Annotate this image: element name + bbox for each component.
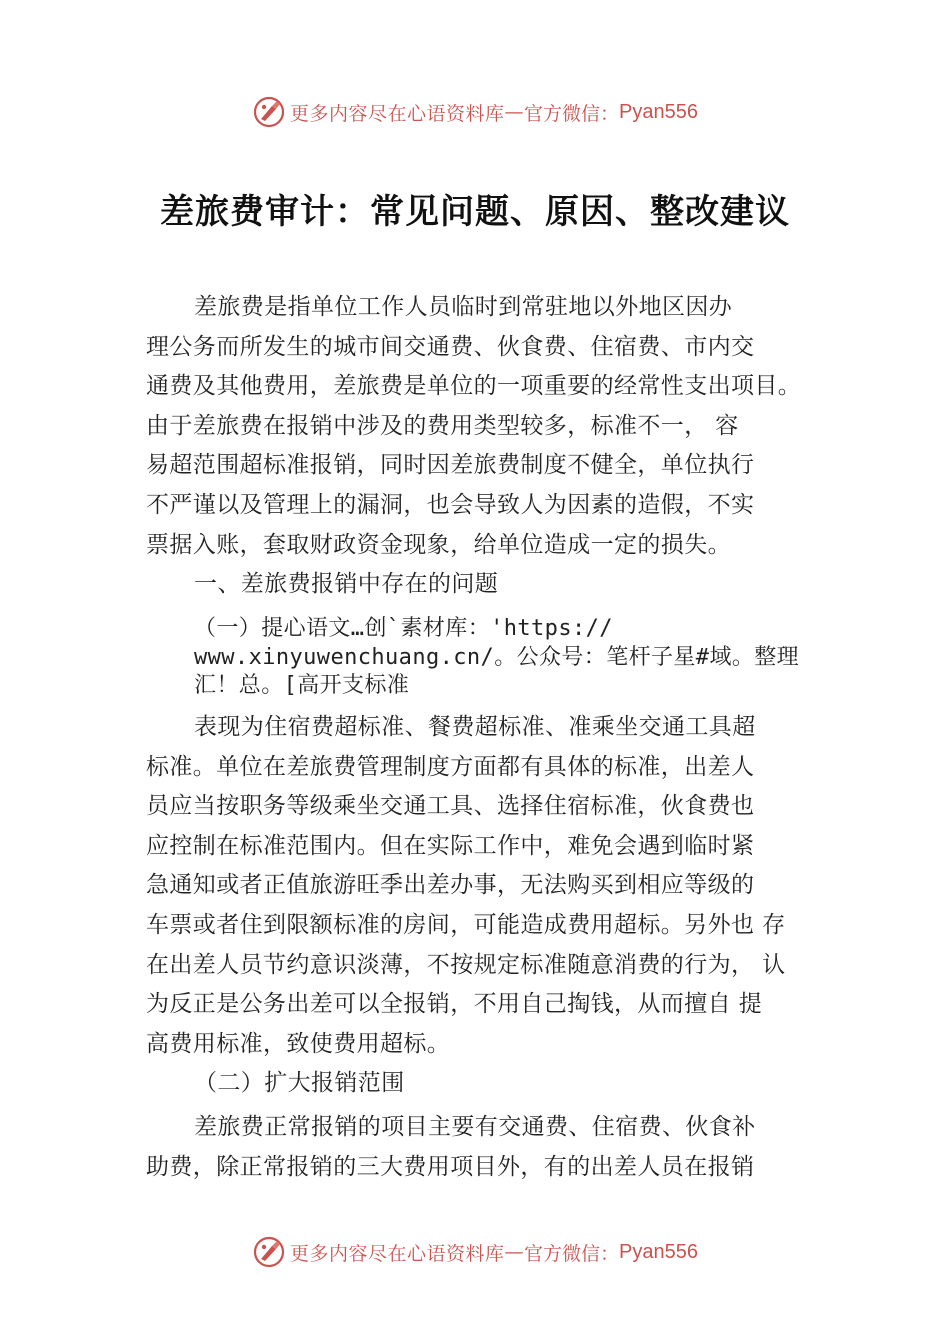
header-banner [0,92,950,132]
paragraph-line: 急通知或者正值旅游旺季出差办事，无法购买到相应等级的 [146,872,755,898]
paragraph-line: 表现为住宿费超标准、餐费超标准、准乘坐交通工具超 [194,714,756,740]
subsection-heading: （一）提心语文…创`素材库：'https:// [194,616,613,641]
banner-wechat-label: 官方微信： [524,1242,620,1265]
subsection-heading: （二）扩大报销范围 [194,1070,405,1096]
banner-site-name: 更多内容尽在心语资料库 [290,1242,505,1265]
banner-dash: — [504,1241,525,1263]
banner-wechat-id: Pyan556 [619,100,698,123]
document-title: 差旅费审计：常见问题、原因、整改建议 [160,192,790,232]
paragraph-line: 为反正是公务出差可以全报销，不用自己掏钱，从而擅自 提 [146,991,763,1017]
library-logo-icon [252,95,286,129]
paragraph-line: 在出差人员节约意识淡薄，不按规定标准随意消费的行为， 认 [146,952,786,978]
banner-wechat-label: 官方微信： [524,102,620,125]
paragraph-line: 理公务而所发生的城市间交通费、伙食费、住宿费、市内交 [146,334,755,360]
subsection-heading: 汇！总。[高开支标准 [194,673,410,698]
paragraph-line: 应控制在标准范围内。但在实际工作中，难免会遇到临时紧 [146,833,755,859]
paragraph-line: 易超范围超标准报销，同时因差旅费制度不健全，单位执行 [146,452,755,478]
section-heading: 一、差旅费报销中存在的问题 [194,571,499,597]
paragraph-line: 由于差旅费在报销中涉及的费用类型较多，标准不一， 容 [146,413,739,439]
footer-banner [0,1232,950,1272]
paragraph-line: 车票或者住到限额标准的房间，可能造成费用超标。另外也 存 [146,912,786,938]
paragraph-line: 差旅费是指单位工作人员临时到常驻地以外地区因办 [194,294,733,320]
paragraph-line: 不严谨以及管理上的漏洞，也会导致人为因素的造假，不实 [146,492,755,518]
library-logo-icon [252,1235,286,1269]
banner-site-name: 更多内容尽在心语资料库 [290,102,505,125]
banner-wechat-id: Pyan556 [619,1240,698,1263]
paragraph-line: 标准。单位在差旅费管理制度方面都有具体的标准，出差人 [146,754,755,780]
paragraph-line: 差旅费正常报销的项目主要有交通费、住宿费、伙食补 [194,1114,756,1140]
paragraph-line: 票据入账，套取财政资金现象，给单位造成一定的损失。 [146,532,731,558]
paragraph-line: 通费及其他费用，差旅费是单位的一项重要的经常性支出项目。 [146,373,802,399]
paragraph-line: 助费，除正常报销的三大费用项目外，有的出差人员在报销 [146,1154,755,1180]
banner-dash: — [504,101,525,123]
paragraph-line: 员应当按职务等级乘坐交通工具、选择住宿标准，伙食费也 [146,793,755,819]
paragraph-line: 高费用标准，致使费用超标。 [146,1031,451,1057]
subsection-heading: www.xinyuwenchuang.cn/。公众号：笔杆子星#域。整理 [194,645,800,670]
